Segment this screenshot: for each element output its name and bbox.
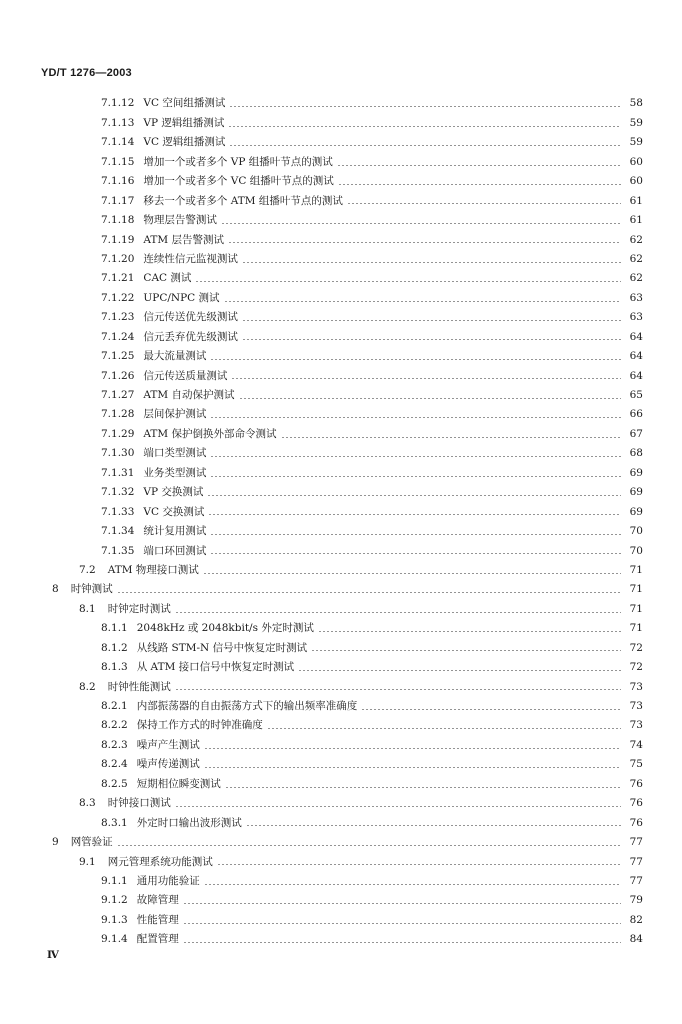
toc-entry xyxy=(0,561,682,580)
toc-entry xyxy=(0,697,682,716)
toc-entry-number: 7.1.18 xyxy=(101,214,135,227)
dot-leader xyxy=(224,301,621,302)
toc-entry-title: 从线路 STM-N 信号中恢复定时测试 xyxy=(136,641,308,654)
toc-entry xyxy=(0,405,682,424)
dot-leader xyxy=(210,553,621,554)
toc-entry xyxy=(0,269,682,288)
dot-leader xyxy=(175,612,621,613)
toc-entry xyxy=(0,813,682,832)
toc-entry-page: 76 xyxy=(629,777,643,790)
toc-entry-title: ATM 层告警测试 xyxy=(143,233,225,246)
dot-leader xyxy=(311,650,621,651)
dot-leader xyxy=(117,592,621,593)
toc-entry-number: 8.2 xyxy=(79,680,96,693)
toc-entry-title: 配置管理 xyxy=(136,933,179,946)
toc-entry xyxy=(0,133,682,152)
toc-entry-title: 连续性信元监视测试 xyxy=(143,252,238,265)
toc-entry-number: 8.3 xyxy=(79,797,96,810)
toc-entry-number: 9.1.4 xyxy=(101,933,128,946)
dot-leader xyxy=(242,320,621,321)
toc-entry-title: VP 交换测试 xyxy=(143,486,204,499)
toc-entry-number: 8.2.5 xyxy=(101,777,128,790)
toc-entry-page: 75 xyxy=(629,758,643,771)
toc-entry-number: 9.1.2 xyxy=(101,894,128,907)
dot-leader xyxy=(210,456,621,457)
toc-entry-page: 69 xyxy=(629,466,643,479)
toc-entry-number: 8.2.1 xyxy=(101,700,128,713)
toc-entry xyxy=(0,463,682,482)
dot-leader xyxy=(347,203,621,204)
toc-entry-title: ATM 物理接口测试 xyxy=(107,563,199,576)
toc-entry-page: 76 xyxy=(629,797,643,810)
dot-leader xyxy=(242,262,621,263)
toc-entry xyxy=(0,152,682,171)
toc-entry-title: 网元管理系统功能测试 xyxy=(107,855,213,868)
dot-leader xyxy=(210,417,621,418)
toc-entry xyxy=(0,386,682,405)
toc-entry-number: 9.1.3 xyxy=(101,913,128,926)
dot-leader xyxy=(221,223,621,224)
toc-entry-title: 2048kHz 或 2048kbit/s 外定时测试 xyxy=(136,622,314,635)
toc-entry-page: 73 xyxy=(629,680,643,693)
toc-entry xyxy=(0,755,682,774)
dot-leader xyxy=(228,242,621,243)
toc-entry-title: VP 逻辑组播测试 xyxy=(143,116,225,129)
toc-entry-number: 7.2 xyxy=(79,563,96,576)
dot-leader xyxy=(298,670,621,671)
toc-entry-number: 7.1.17 xyxy=(101,194,135,207)
dot-leader xyxy=(210,359,621,360)
toc-entry-page: 76 xyxy=(629,816,643,829)
toc-entry-number: 7.1.27 xyxy=(101,389,135,402)
toc-entry-title: 业务类型测试 xyxy=(143,466,207,479)
toc-entry xyxy=(0,658,682,677)
dot-leader xyxy=(210,534,621,535)
toc-entry-page: 68 xyxy=(629,447,643,460)
toc-entry xyxy=(0,930,682,949)
toc-entry xyxy=(0,638,682,657)
toc-entry xyxy=(0,872,682,891)
toc-entry xyxy=(0,94,682,113)
toc-entry-number: 8.2.3 xyxy=(101,738,128,751)
toc-entry-page: 63 xyxy=(629,291,643,304)
dot-leader xyxy=(246,825,621,826)
toc-entry-title: 时钟测试 xyxy=(70,583,113,596)
toc-entry-title: 增加一个或者多个 VP 组播叶节点的测试 xyxy=(143,155,333,168)
toc-entry-page: 66 xyxy=(629,408,643,421)
toc-entry-page: 62 xyxy=(629,233,643,246)
toc-entry-title: 短期相位瞬变测试 xyxy=(136,777,221,790)
toc-entry-page: 72 xyxy=(629,661,643,674)
toc-entry-number: 7.1.22 xyxy=(101,291,135,304)
page-number-footer: Ⅳ xyxy=(47,949,59,961)
toc-entry-page: 71 xyxy=(629,602,643,615)
toc-entry-page: 82 xyxy=(629,913,643,926)
toc-entry-number: 8.1.1 xyxy=(101,622,128,635)
toc-entry-number: 7.1.31 xyxy=(101,466,135,479)
toc-entry-title: 端口类型测试 xyxy=(143,447,207,460)
toc-entry-number: 8.2.2 xyxy=(101,719,128,732)
toc-entry-page: 74 xyxy=(629,738,643,751)
toc-entry-page: 70 xyxy=(629,544,643,557)
dot-leader xyxy=(195,281,621,282)
toc-entry-page: 64 xyxy=(629,330,643,343)
toc-entry-title: VC 逻辑组播测试 xyxy=(143,136,226,149)
toc-entry-page: 64 xyxy=(629,350,643,363)
toc-entry-page: 77 xyxy=(629,836,643,849)
dot-leader xyxy=(229,106,621,107)
toc-entry-title: 端口环回测试 xyxy=(143,544,207,557)
toc-entry xyxy=(0,347,682,366)
toc-entry-title: 保持工作方式的时钟准确度 xyxy=(136,719,263,732)
toc-entry-page: 60 xyxy=(629,175,643,188)
toc-entry-title: 性能管理 xyxy=(136,913,179,926)
toc-entry-page: 71 xyxy=(629,622,643,635)
toc-entry-title: 从 ATM 接口信号中恢复定时测试 xyxy=(136,661,295,674)
toc-entry-title: VC 交换测试 xyxy=(143,505,205,518)
toc-entry xyxy=(0,677,682,696)
toc-entry-number: 7.1.23 xyxy=(101,311,135,324)
dot-leader xyxy=(361,709,621,710)
toc-entry-page: 84 xyxy=(629,933,643,946)
toc-entry-number: 8.1 xyxy=(79,602,96,615)
standard-header: YD/T 1276—2003 xyxy=(41,67,132,79)
toc-entry-page: 71 xyxy=(629,583,643,596)
toc-entry-title: 时钟性能测试 xyxy=(107,680,171,693)
toc-entry-page: 72 xyxy=(629,641,643,654)
toc-entry xyxy=(0,774,682,793)
toc-entry xyxy=(0,250,682,269)
toc-entry-page: 62 xyxy=(629,272,643,285)
toc-entry-page: 64 xyxy=(629,369,643,382)
toc-entry xyxy=(0,794,682,813)
toc-entry xyxy=(0,619,682,638)
dot-leader xyxy=(204,767,621,768)
toc-entry-number: 8 xyxy=(52,583,59,596)
dot-leader xyxy=(207,495,621,496)
toc-entry-title: 通用功能验证 xyxy=(136,874,200,887)
dot-leader xyxy=(239,398,621,399)
toc-entry xyxy=(0,172,682,191)
dot-leader xyxy=(228,126,621,127)
dot-leader xyxy=(217,864,621,865)
toc-entry-number: 7.1.28 xyxy=(101,408,135,421)
toc-entry-number: 7.1.24 xyxy=(101,330,135,343)
toc-entry-page: 58 xyxy=(629,97,643,110)
toc-entry-page: 71 xyxy=(629,563,643,576)
toc-entry xyxy=(0,891,682,910)
toc-entry-page: 73 xyxy=(629,719,643,732)
toc-entry-title: VC 空间组播测试 xyxy=(143,97,226,110)
toc-entry-title: 时钟定时测试 xyxy=(107,602,171,615)
toc-entry xyxy=(0,483,682,502)
toc-entry-page: 61 xyxy=(629,194,643,207)
toc-entry-number: 7.1.29 xyxy=(101,427,135,440)
toc-entry-number: 8.1.2 xyxy=(101,641,128,654)
toc-entry-page: 77 xyxy=(629,855,643,868)
dot-leader xyxy=(175,806,621,807)
dot-leader xyxy=(281,437,621,438)
toc-entry xyxy=(0,852,682,871)
dot-leader xyxy=(229,145,621,146)
dot-leader xyxy=(204,748,621,749)
dot-leader xyxy=(337,165,621,166)
dot-leader xyxy=(175,689,621,690)
toc-entry-title: 噪声产生测试 xyxy=(136,738,200,751)
toc-entry-number: 7.1.33 xyxy=(101,505,135,518)
toc-entry-page: 59 xyxy=(629,116,643,129)
toc-entry xyxy=(0,366,682,385)
toc-entry-page: 73 xyxy=(629,700,643,713)
toc-entry-page: 65 xyxy=(629,389,643,402)
dot-leader xyxy=(117,845,621,846)
toc-entry-title: 故障管理 xyxy=(136,894,179,907)
toc-entry-number: 7.1.14 xyxy=(101,136,135,149)
toc-entry-page: 69 xyxy=(629,486,643,499)
dot-leader xyxy=(183,942,621,943)
toc-entry-title: 增加一个或者多个 VC 组播叶节点的测试 xyxy=(143,175,334,188)
toc-entry xyxy=(0,327,682,346)
toc-entry-title: 信元丢弃优先级测试 xyxy=(143,330,238,343)
toc-entry-number: 7.1.15 xyxy=(101,155,135,168)
toc-entry xyxy=(0,735,682,754)
toc-entry-number: 7.1.35 xyxy=(101,544,135,557)
toc-entry xyxy=(0,716,682,735)
toc-entry-title: 内部振荡器的自由振荡方式下的输出频率准确度 xyxy=(136,700,358,713)
toc-entry-title: 外定时口输出波形测试 xyxy=(136,816,242,829)
toc-entry xyxy=(0,599,682,618)
toc-entry-title: 物理层告警测试 xyxy=(143,214,217,227)
toc-entry-number: 7.1.20 xyxy=(101,252,135,265)
dot-leader xyxy=(242,339,621,340)
toc-entry-page: 60 xyxy=(629,155,643,168)
toc-entry-number: 8.2.4 xyxy=(101,758,128,771)
toc-entry xyxy=(0,230,682,249)
dot-leader xyxy=(267,728,621,729)
toc-entry xyxy=(0,308,682,327)
toc-entry-page: 70 xyxy=(629,525,643,538)
dot-leader xyxy=(231,378,621,379)
toc-entry-page: 62 xyxy=(629,252,643,265)
dot-leader xyxy=(338,184,621,185)
toc-entry-page: 59 xyxy=(629,136,643,149)
toc-entry-title: 网管验证 xyxy=(70,836,113,849)
toc-entry-number: 9.1.1 xyxy=(101,874,128,887)
toc-entry-page: 67 xyxy=(629,427,643,440)
toc-entry xyxy=(0,910,682,929)
toc-entry-page: 77 xyxy=(629,874,643,887)
toc-entry-title: 信元传送优先级测试 xyxy=(143,311,238,324)
toc-entry-number: 9 xyxy=(52,836,59,849)
toc-entry xyxy=(0,191,682,210)
toc-entry-number: 7.1.16 xyxy=(101,175,135,188)
toc-entry xyxy=(0,211,682,230)
toc-entry-title: ATM 自动保护测试 xyxy=(143,389,235,402)
toc-entry-page: 79 xyxy=(629,894,643,907)
toc-entry-page: 61 xyxy=(629,214,643,227)
toc-entry-number: 8.1.3 xyxy=(101,661,128,674)
toc-entry-page: 63 xyxy=(629,311,643,324)
toc-entry-title: 时钟接口测试 xyxy=(107,797,171,810)
toc-entry-title: 信元传送质量测试 xyxy=(143,369,228,382)
toc-entry-number: 7.1.34 xyxy=(101,525,135,538)
toc-entry-title: 移去一个或者多个 ATM 组播叶节点的测试 xyxy=(143,194,343,207)
toc-entry-number: 7.1.32 xyxy=(101,486,135,499)
toc-entry xyxy=(0,580,682,599)
toc-entry-page: 69 xyxy=(629,505,643,518)
toc-entry xyxy=(0,522,682,541)
toc-entry xyxy=(0,833,682,852)
dot-leader xyxy=(183,923,621,924)
toc-entry-title: UPC/NPC 测试 xyxy=(143,291,220,304)
dot-leader xyxy=(318,631,621,632)
dot-leader xyxy=(225,787,621,788)
toc-entry-title: 层间保护测试 xyxy=(143,408,207,421)
dot-leader xyxy=(208,514,621,515)
toc-entry xyxy=(0,541,682,560)
toc-entry-title: 最大流量测试 xyxy=(143,350,207,363)
toc-entry-title: 统计复用测试 xyxy=(143,525,207,538)
toc-entry-number: 7.1.30 xyxy=(101,447,135,460)
toc-entry-number: 7.1.21 xyxy=(101,272,135,285)
toc-entry-number: 7.1.26 xyxy=(101,369,135,382)
dot-leader xyxy=(183,903,621,904)
toc-entry xyxy=(0,424,682,443)
toc-entry xyxy=(0,113,682,132)
toc-entry-title: ATM 保护倒换外部命令测试 xyxy=(143,427,277,440)
dot-leader xyxy=(203,573,621,574)
toc-entry-number: 7.1.13 xyxy=(101,116,135,129)
toc-entry-number: 7.1.19 xyxy=(101,233,135,246)
toc-entry-number: 8.3.1 xyxy=(101,816,128,829)
toc-entry-title: CAC 测试 xyxy=(143,272,192,285)
toc-entry xyxy=(0,288,682,307)
toc-entry-number: 7.1.12 xyxy=(101,97,135,110)
toc-entry-title: 噪声传递测试 xyxy=(136,758,200,771)
toc-entry-number: 9.1 xyxy=(79,855,96,868)
toc-entry xyxy=(0,502,682,521)
dot-leader xyxy=(204,884,621,885)
toc-entry-number: 7.1.25 xyxy=(101,350,135,363)
table-of-contents xyxy=(0,94,682,949)
toc-entry xyxy=(0,444,682,463)
dot-leader xyxy=(210,476,621,477)
